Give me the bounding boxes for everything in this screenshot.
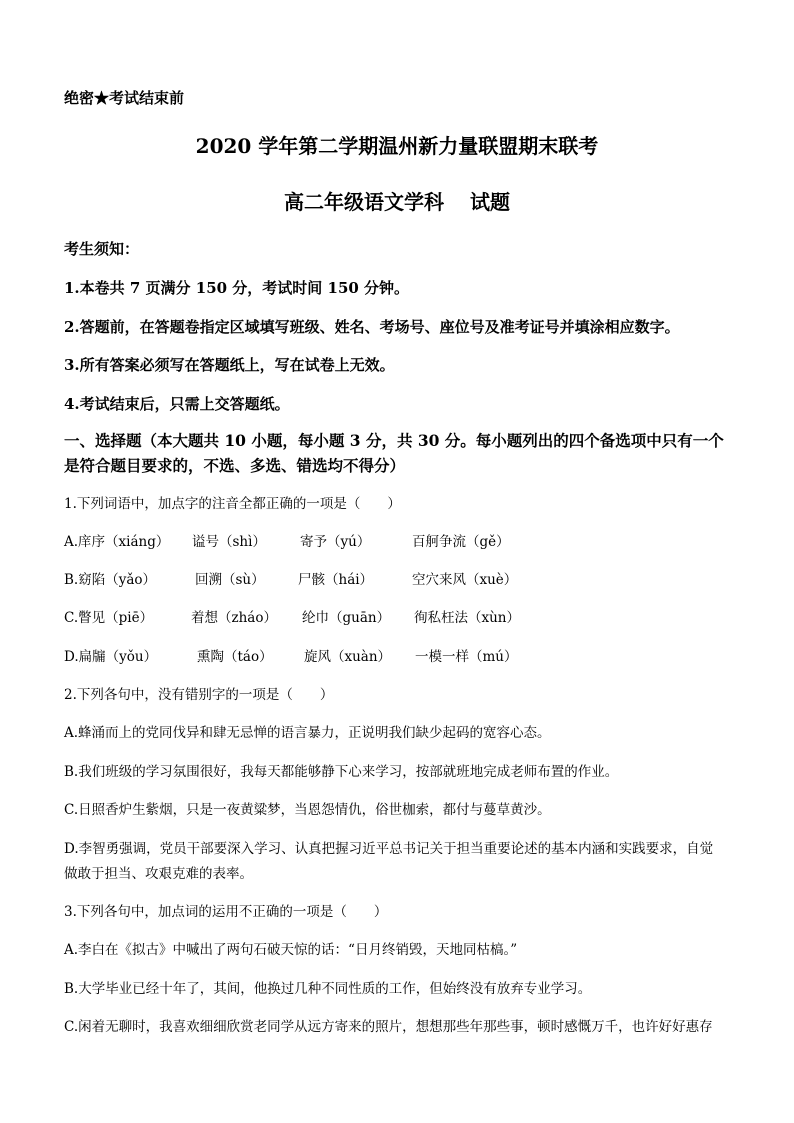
q1-option-c-term: 着想（zháo） [191,610,277,626]
notice-item: 3.所有答案必须写在答题纸上，写在试卷上无效。 [64,356,395,374]
q1-option-d-term: 一模一样（mú） [415,649,518,665]
subject-suffix: 试题 [470,190,510,214]
q2-option-b: B.我们班级的学习氛围很好，我每天都能够静下心来学习，按部就班地完成老师布置的作业。 [64,764,619,780]
q2-option-d-cont: 做敢于担当、攻艰克难的表率。 [64,866,253,882]
q2-option-c: C.日照香炉生紫烟，只是一夜黄粱梦，当恩怨情仇，俗世枷索，都付与蔓草黄沙。 [64,802,551,818]
subject-label: 高二年级语文学科 [284,190,444,214]
q3-option-a: A.李白在《拟古》中喊出了两句石破天惊的话：“日月终销毁，天地同枯槁。” [64,942,518,958]
q1-option-d-term: 熏陶（táo） [197,649,273,665]
notice-heading: 考生须知： [64,240,140,258]
q1-option-d-term: D.扁牖（yǒu） [64,649,158,665]
exam-subtitle [0,190,794,214]
q1-option-a-term: 谥号（shì） [192,534,266,550]
q1-option-d-term: 旋风（xuàn） [304,649,392,665]
q2-option-d: D.李智勇强调，党员干部要深入学习、认真把握习近平总书记关于担当重要论述的基本内涵和实践要求，自觉 [64,841,714,857]
q2-option-a: A.蜂涌而上的党同伐异和肆无忌惮的语言暴力，正说明我们缺少起码的宽容心态。 [64,725,551,741]
q1-option-c-term: 徇私枉法（xùn） [414,610,521,626]
q3-option-c: C.闲着无聊时，我喜欢细细欣赏老同学从远方寄来的照片，想想那些年那些事，顿时感慨万千，也许好好惠存 [64,1019,713,1035]
q1-option-a-term: 百舸争流（gě） [412,534,510,550]
exam-title: 2020 学年第二学期温州新力量联盟期末联考 [195,134,599,158]
q1-option-c-term: 纶巾（guān） [302,610,391,626]
question-2-stem: 2.下列各句中，没有错别字的一项是（ ） [64,687,334,703]
notice-item: 1.本卷共 7 页满分 150 分，考试时间 150 分钟。 [64,279,410,297]
question-3-stem: 3.下列各句中，加点词的运用不正确的一项是（ ） [64,904,388,920]
confidential-label: 绝密★考试结束前 [64,89,185,107]
q1-option-b-term: 回溯（sù） [195,572,265,588]
notice-item: 2.答题前，在答题卷指定区域填写班级、姓名、考场号、座位号及准考证号并填涂相应数字。 [64,318,680,336]
q1-option-b-term: 尸骸（hái） [298,572,374,588]
q1-option-a-term: A.庠序（xiáng） [64,534,170,550]
section-heading: 一、选择题（本大题共 10 小题，每小题 3 分，共 30 分。每小题列出的四个备选项中只有一个 [64,431,724,450]
q3-option-b: B.大学毕业已经十年了，其间，他换过几种不同性质的工作，但始终没有放弃专业学习。 [64,981,592,997]
section-heading-cont: 是符合题目要求的，不选、多选、错选均不得分） [64,456,406,475]
q1-option-a-term: 寄予（yú） [300,534,371,550]
q1-option-b-term: B.窈陷（yǎo） [64,572,157,588]
question-1-stem: 1.下列词语中，加点字的注音全都正确的一项是（ ） [64,496,401,512]
q1-option-c-term: C.瞥见（piē） [64,610,154,626]
notice-item: 4.考试结束后，只需上交答题纸。 [64,395,290,413]
q1-option-b-term: 空穴来风（xuè） [412,572,518,588]
